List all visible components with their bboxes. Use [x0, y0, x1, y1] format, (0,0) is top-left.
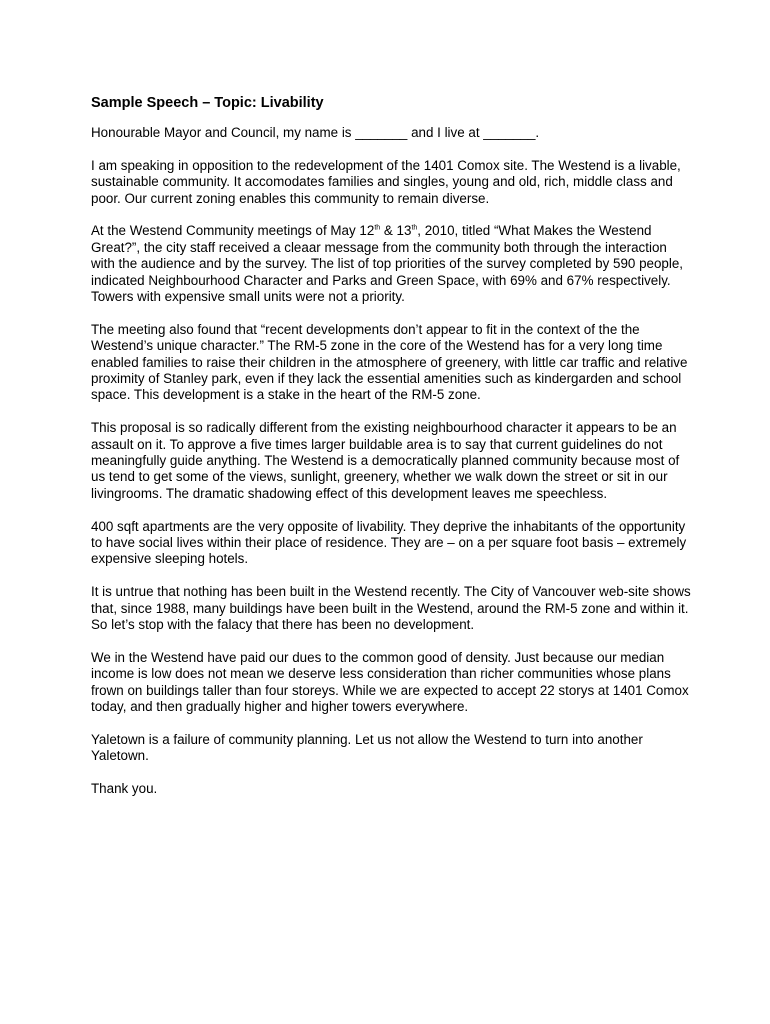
ordinal-suffix: th: [411, 224, 418, 232]
paragraph-text: At the Westend Community meetings of May 12: [91, 223, 375, 239]
paragraph-closing: Thank you.: [91, 781, 158, 797]
ordinal-suffix: th: [374, 224, 381, 232]
paragraph-neighbourhood-character: The meeting also found that “recent developments don’t appear to fit in the context of the the Westend’s unique character.” The RM-5 zone in the core of the Westend has for a very long time enabled families to raise their children in the atmosphere of greenery, with little car traffic and relative proximity of Stanley park, even if they lack the essential amenities such as kindergarden and school space. This development is a stake in the heart of the RM-5 zone.: [91, 321, 688, 403]
document-title: Sample Speech – Topic: Livability: [91, 95, 324, 111]
paragraph-community-meetings: [91, 223, 691, 305]
paragraph-development-history: It is untrue that nothing has been built in the Westend recently. The City of Vancouver web-site shows that, since 1988, many buildings have been built in the Westend, around the RM-5 zone and within it. So let’s stop with the falacy that there has been no development.: [91, 584, 691, 633]
document-page: [91, 93, 691, 814]
paragraph-text: , 2010, titled “What Makes the Westend Great?”, the city staff received a cleaar message from the community both through the interaction with the audience and by the survey. The list of top priorities of the survey completed by 590 people, indicated Neighbourhood Character and Parks and Green Space, with 69% and 67% respectively. Towers with expensive small units were not a priority.: [91, 223, 684, 305]
paragraph-opposition: I am speaking in opposition to the redevelopment of the 1401 Comox site. The Westend is a livable, sustainable community. It accomodates families and singles, young and old, rich, middle class and poor. Our current zoning enables this community to remain diverse.: [91, 157, 681, 206]
paragraph-yaletown: Yaletown is a failure of community planning. Let us not allow the Westend to turn into another Yaletown.: [91, 731, 643, 764]
paragraph-density: We in the Westend have paid our dues to the common good of density. Just because our median income is low does not mean we deserve less consideration than richer communities whose plans frown on buildings taller than four storeys. While we are expected to accept 22 storys at 1401 Comox today, and then gradually higher and higher towers everywhere.: [91, 649, 689, 715]
paragraph-greeting: Honourable Mayor and Council, my name is _______ and I live at _______.: [91, 125, 540, 140]
paragraph-text: & 13: [380, 223, 412, 239]
paragraph-proposal: This proposal is so radically different from the existing neighbourhood character it appears to be an assault on it. To approve a five times larger buildable area is to say that current guidelines do not meaningfully guide anything. The Westend is a democratically planned community because most of us tend to get some of the views, sunlight, greenery, whether we walk down the street or sit in our livingrooms. The dramatic shadowing effect of this development leaves me speechless.: [91, 420, 680, 501]
paragraph-apartments: 400 sqft apartments are the very opposite of livability. They deprive the inhabitants of the opportunity to have social lives within their place of residence. They are – on a per square foot basis – extremely expensive sleeping hotels.: [91, 518, 687, 567]
